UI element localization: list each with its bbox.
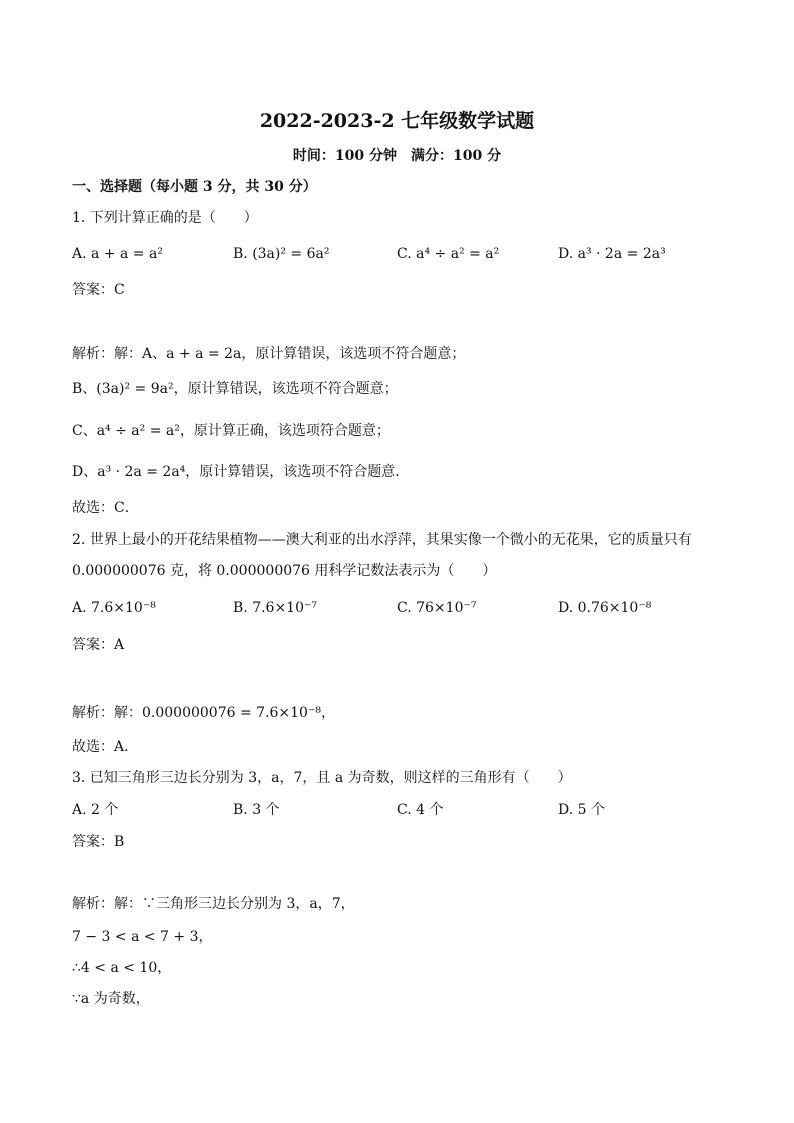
section-title: 一、选择题（每小题 3 分，共 30 分）: [72, 179, 317, 195]
q3-analysis-2: 7 − 3 < a < 7 + 3，: [72, 929, 213, 945]
q2-stem-line-1: 2. 世界上最小的开花结果植物——澳大利亚的出水浮萍，其果实像一个微小的无花果，它的质量只有: [72, 532, 692, 548]
q3-option-b: B. 3 个: [233, 802, 280, 818]
q2-conclusion: 故选：A．: [72, 739, 139, 755]
q2-analysis-1: 解析：解：0.000000076 = 7.6×10⁻⁸，: [72, 705, 335, 721]
q1-analysis-1: 解析：解：A、a + a = 2a，原计算错误，该选项不符合题意；: [72, 346, 466, 362]
q1-analysis-3: C、a⁴ ÷ a² = a²，原计算正确，该选项符合题意；: [72, 423, 390, 439]
q2-option-c: C. 76×10⁻⁷: [397, 600, 477, 616]
q2-option-a: A. 7.6×10⁻⁸: [72, 600, 156, 616]
q3-answer: 答案：B: [72, 834, 125, 850]
q1-option-c: C. a⁴ ÷ a² = a²: [397, 246, 500, 262]
q2-answer: 答案：A: [72, 637, 125, 653]
q2-option-d: D. 0.76×10⁻⁸: [558, 600, 652, 616]
q1-option-a: A. a + a = a²: [72, 246, 163, 262]
q1-analysis-4: D、a³ · 2a = 2a⁴，原计算错误，该选项不符合题意．: [72, 464, 410, 480]
q3-analysis-1: 解析：解：∵三角形三边长分别为 3，a，7，: [72, 896, 355, 912]
q1-stem: 1. 下列计算正确的是（ ）: [72, 210, 258, 226]
q1-conclusion: 故选：C．: [72, 500, 139, 516]
q2-option-b: B. 7.6×10⁻⁷: [233, 600, 317, 616]
q3-analysis-4: ∵a 为奇数，: [72, 991, 150, 1007]
q3-option-d: D. 5 个: [558, 802, 605, 818]
q2-stem-line-2: 0.000000076 克，将 0.000000076 用科学记数法表示为（ ）: [72, 563, 497, 579]
q3-option-c: C. 4 个: [397, 802, 444, 818]
q1-option-d: D. a³ · 2a = 2a³: [558, 246, 666, 262]
page-title: 2022-2023-2 七年级数学试题: [259, 110, 535, 132]
q1-answer: 答案：C: [72, 282, 125, 298]
q1-option-b: B. (3a)² = 6a²: [233, 246, 330, 262]
q1-analysis-2: B、(3a)² = 9a²，原计算错误，该选项不符合题意；: [72, 381, 398, 397]
q3-analysis-3: ∴4 < a < 10，: [72, 960, 172, 976]
exam-meta: 时间：100 分钟 满分：100 分: [292, 148, 502, 164]
q3-stem: 3. 已知三角形三边长分别为 3，a，7，且 a 为奇数，则这样的三角形有（ ）: [72, 770, 572, 786]
q3-option-a: A. 2 个: [72, 802, 119, 818]
